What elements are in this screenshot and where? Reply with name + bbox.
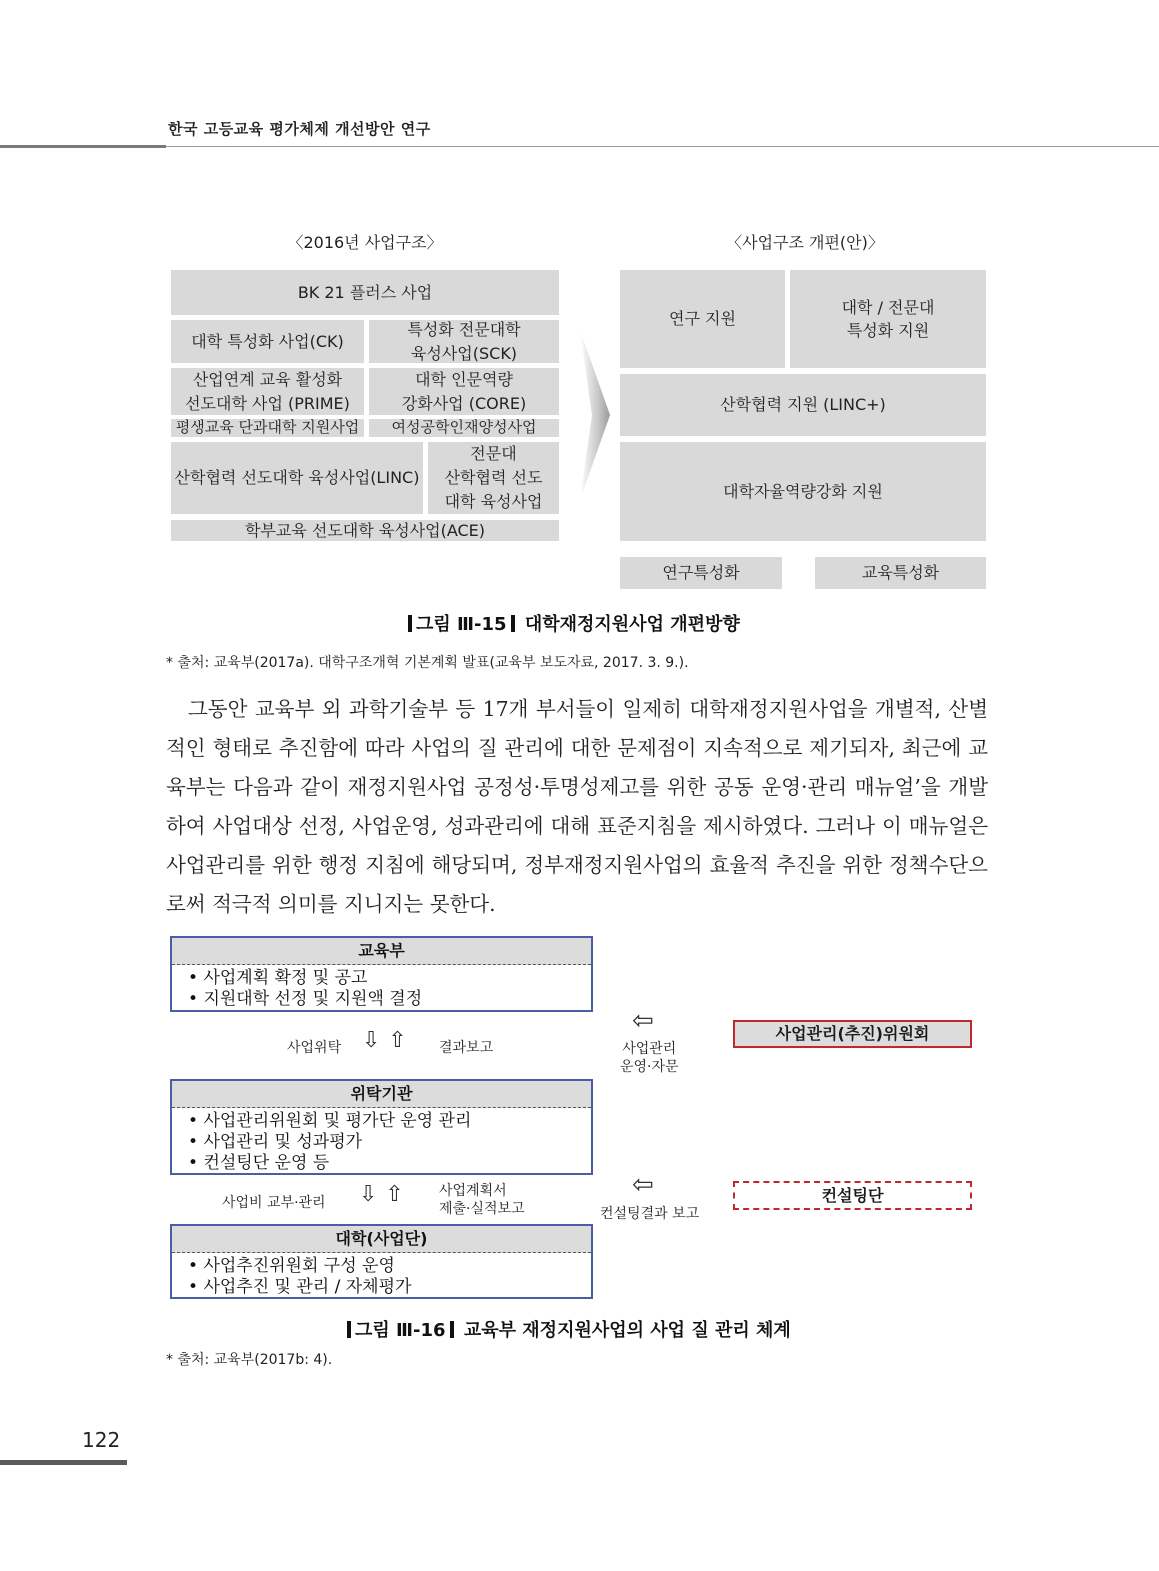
univ-title: 대학(사업단) [172,1226,591,1253]
fig15-caption [404,610,740,636]
fig15-source: * 출처: 교육부(2017a). 대학구조개혁 기본계획 발표(교육부 보도자료, 2017. 3. 9.). [166,655,689,671]
header-rule-light [166,146,1159,147]
footer-rule [0,1460,127,1465]
box-lifelong: 평생교육 단과대학 지원사업 [171,419,364,437]
moe-box [170,936,593,1012]
agency-box [170,1079,593,1175]
box-sck: 특성화 전문대학 육성사업(SCK) [369,320,559,363]
updown-arrows-icon: ⇩⇧ [362,1028,415,1053]
fig16-source: * 출처: 교육부(2017b: 4). [166,1352,333,1368]
committee-box: 사업관리(추진)위원회 [733,1020,972,1048]
label-mgmt-advice: 사업관리 운영·자문 [620,1041,679,1075]
fig15-right-title: 〈사업구조 개편(안)〉 [726,233,884,252]
univ-box [170,1224,593,1299]
agency-title: 위탁기관 [172,1081,591,1108]
univ-item: • 사업추진 및 관리 / 자체평가 [188,1277,591,1298]
agency-item: • 사업관리 및 성과평가 [188,1132,591,1153]
header-rule-dark [0,145,166,148]
box-specialization-support: 대학 / 전문대 특성화 지원 [790,270,986,368]
box-linc: 산학협력 선도대학 육성사업(LINC) [171,442,423,514]
box-bk21: BK 21 플러스 사업 [171,270,559,315]
fig16-caption-text: 교육부 재정지원사업의 사업 질 관리 체계 [463,1320,791,1341]
updown-arrows-icon: ⇩⇧ [359,1182,412,1207]
body-paragraph: 그동안 교육부 외 과학기술부 등 17개 부서들이 일제히 대학재정지원사업을 개별적, 산별적인 형태로 추진함에 따라 사업의 질 관리에 대한 문제점이 지속적으로 제기되자, 최근에 교육부는 다음과 같이 재정지원사업 공정성·투명성제고를 위한 공동 운영·관리 매뉴얼’을 개발하여 사업대상 선정, 사업운영, 성과관리에 대해 표준지침을 제시하였다. 그러나 이 매뉴얼은 사업관리를 위한 행정 지침에 해당되며, 정부재정지원사업의 효율적 추진을 위한 정책수단으로써 적극적 의미를 지니지는 못한다. [166,697,988,916]
page-number: 122 [82,1428,121,1452]
moe-title: 교육부 [172,938,591,965]
label-plan-submit: 사업계획서 제출·실적보고 [439,1183,525,1217]
box-research-specialization: 연구특성화 [620,557,782,589]
body-text [166,690,988,924]
left-arrow-icon: ⇦ [632,1006,654,1036]
box-research-support: 연구 지원 [620,270,785,368]
left-arrow-icon: ⇦ [632,1170,654,1200]
box-ace: 학부교육 선도대학 육성사업(ACE) [171,520,559,541]
fig15-left-title: 〈2016년 사업구조〉 [287,233,443,252]
fig15-caption-label: 그림 Ⅲ-15 [416,614,507,635]
label-delegate: 사업위탁 [287,1040,342,1056]
box-core: 대학 인문역량 강화사업 (CORE) [369,368,559,415]
fig16-caption [343,1316,791,1342]
box-autonomy-support: 대학자율역량강화 지원 [620,442,986,541]
agency-item: • 컨설팅단 운영 등 [188,1153,591,1174]
box-prime: 산업연계 교육 활성화 선도대학 사업 (PRIME) [171,368,364,415]
moe-item: • 사업계획 확정 및 공고 [188,968,591,989]
moe-item: • 지원대학 선정 및 지원액 결정 [188,989,591,1010]
transition-arrow-icon [578,330,612,500]
consulting-box: 컨설팅단 [733,1181,972,1210]
label-result-report: 결과보고 [439,1040,494,1056]
label-funding: 사업비 교부·관리 [222,1195,326,1211]
box-ck: 대학 특성화 사업(CK) [171,320,364,363]
running-header: 한국 고등교육 평가체제 개선방안 연구 [168,120,431,138]
fig15-caption-text: 대학재정지원사업 개편방향 [524,614,740,635]
label-consult-report: 컨설팅결과 보고 [600,1206,700,1222]
box-junior-linc: 전문대 산학협력 선도 대학 육성사업 [428,442,559,514]
agency-item: • 사업관리위원회 및 평가단 운영 관리 [188,1111,591,1132]
box-education-specialization: 교육특성화 [815,557,986,589]
univ-item: • 사업추진위원회 구성 운영 [188,1256,591,1277]
fig16-caption-label: 그림 Ⅲ-16 [355,1320,446,1341]
box-linc-plus: 산학협력 지원 (LINC+) [620,374,986,436]
box-women-engineering: 여성공학인재양성사업 [369,419,559,437]
